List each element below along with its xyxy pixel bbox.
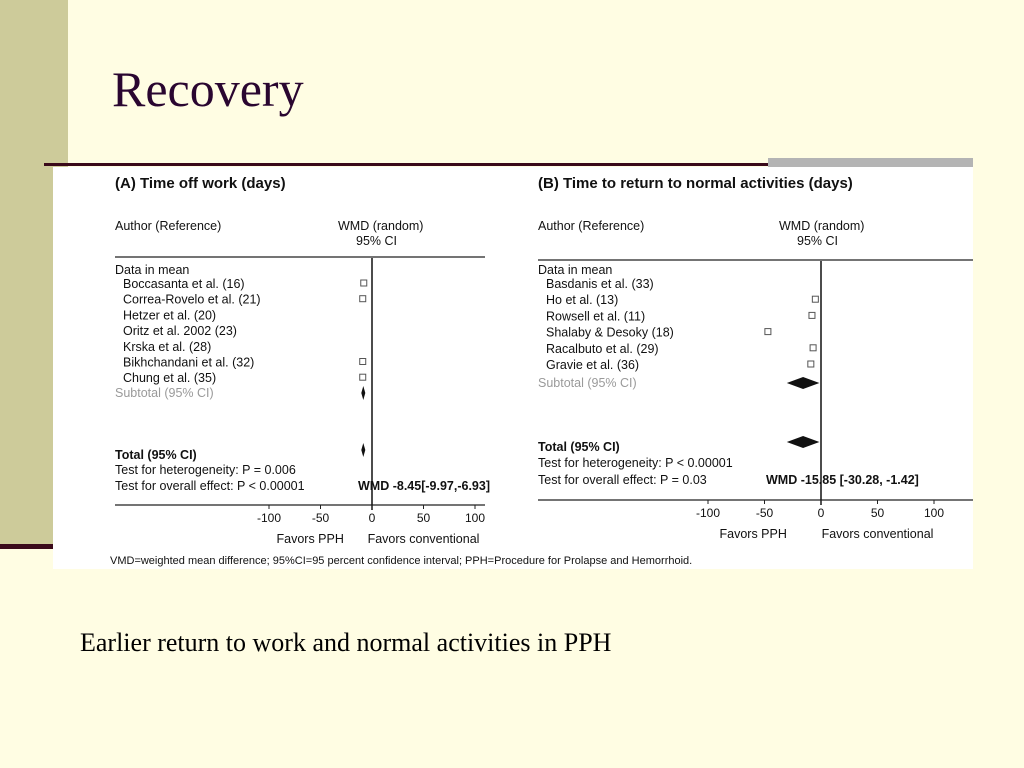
axis-tick-label: 100 xyxy=(923,506,945,520)
header-grey-bar xyxy=(768,158,973,167)
study-label: Racalbuto et al. (29) xyxy=(546,341,659,356)
slide-caption: Earlier return to work and normal activities in PPH xyxy=(80,628,612,657)
study-point xyxy=(360,374,366,380)
forest-plot-figure xyxy=(53,167,973,569)
study-point xyxy=(360,296,366,302)
overall-effect-test: Test for overall effect: P = 0.03 xyxy=(538,473,707,487)
study-label: Basdanis et al. (33) xyxy=(546,277,654,291)
axis-tick-label: -50 xyxy=(755,506,774,520)
col-header-effect: WMD (random) xyxy=(338,219,424,233)
group-label: Data in mean xyxy=(538,263,613,277)
col-header-ci: 95% CI xyxy=(797,234,838,248)
study-label: Oritz et al. 2002 (23) xyxy=(123,324,237,339)
axis-tick-label: 50 xyxy=(870,506,885,520)
total-label: Total (95% CI) xyxy=(115,448,197,462)
subtotal-label: Subtotal (95% CI) xyxy=(538,376,637,390)
study-point xyxy=(810,345,816,351)
heterogeneity-test: Test for heterogeneity: P < 0.00001 xyxy=(538,456,733,470)
study-point xyxy=(808,361,814,367)
total-diamond xyxy=(361,443,365,457)
study-point xyxy=(812,296,818,302)
wmd-summary: WMD -8.45[-9.97,-6.93] xyxy=(358,479,490,493)
title-divider xyxy=(44,163,772,166)
total-diamond xyxy=(787,436,820,448)
subtotal-label: Subtotal (95% CI) xyxy=(115,386,214,400)
study-label: Krska et al. (28) xyxy=(123,339,212,354)
study-label: Boccasanta et al. (16) xyxy=(123,277,245,291)
study-label: Hetzer et al. (20) xyxy=(123,308,217,323)
forest-plot-svg xyxy=(53,167,973,569)
col-header-author: Author (Reference) xyxy=(538,219,645,233)
axis-tick-label: 0 xyxy=(817,506,825,520)
panel-title: (B) Time to return to normal activities (days) xyxy=(538,175,853,192)
favors-right-label: Favors conventional xyxy=(367,532,480,546)
study-label: Chung et al. (35) xyxy=(123,371,217,386)
panel-title: (A) Time off work (days) xyxy=(115,175,286,192)
total-label: Total (95% CI) xyxy=(538,440,620,454)
study-label: Bikhchandani et al. (32) xyxy=(123,355,255,370)
study-label: Rowsell et al. (11) xyxy=(546,309,646,324)
study-label: Correa-Rovelo et al. (21) xyxy=(123,292,261,307)
figure-footnote: VMD=weighted mean difference; 95%CI=95 percent confidence interval; PPH=Procedure for Prolapse and Hemorrhoid. xyxy=(110,555,693,567)
heterogeneity-test: Test for heterogeneity: P = 0.006 xyxy=(115,463,296,477)
favors-left-label: Favors PPH xyxy=(719,527,787,541)
axis-tick-label: -50 xyxy=(311,511,330,525)
favors-left-label: Favors PPH xyxy=(276,532,344,546)
study-point xyxy=(765,329,771,335)
axis-tick-label: -100 xyxy=(256,511,282,525)
study-label: Shalaby & Desoky (18) xyxy=(546,325,674,340)
bottom-accent-rule xyxy=(0,544,55,549)
axis-tick-label: 0 xyxy=(368,511,376,525)
subtotal-diamond xyxy=(361,386,365,400)
slide-title: Recovery xyxy=(112,61,304,117)
axis-tick-label: 100 xyxy=(464,511,486,525)
study-label: Ho et al. (13) xyxy=(546,293,619,308)
study-label: Gravie et al. (36) xyxy=(546,358,640,372)
study-point xyxy=(809,312,815,318)
axis-tick-label: 50 xyxy=(416,511,431,525)
axis-tick-label: -100 xyxy=(695,506,721,520)
wmd-summary: WMD -15.85 [-30.28, -1.42] xyxy=(766,473,919,487)
col-header-effect: WMD (random) xyxy=(779,219,865,233)
group-label: Data in mean xyxy=(115,263,190,277)
overall-effect-test: Test for overall effect: P < 0.00001 xyxy=(115,479,305,493)
study-point xyxy=(360,359,366,365)
col-header-author: Author (Reference) xyxy=(115,219,222,233)
col-header-ci: 95% CI xyxy=(356,234,397,248)
subtotal-diamond xyxy=(787,377,820,389)
study-point xyxy=(361,280,367,286)
favors-right-label: Favors conventional xyxy=(821,527,934,541)
